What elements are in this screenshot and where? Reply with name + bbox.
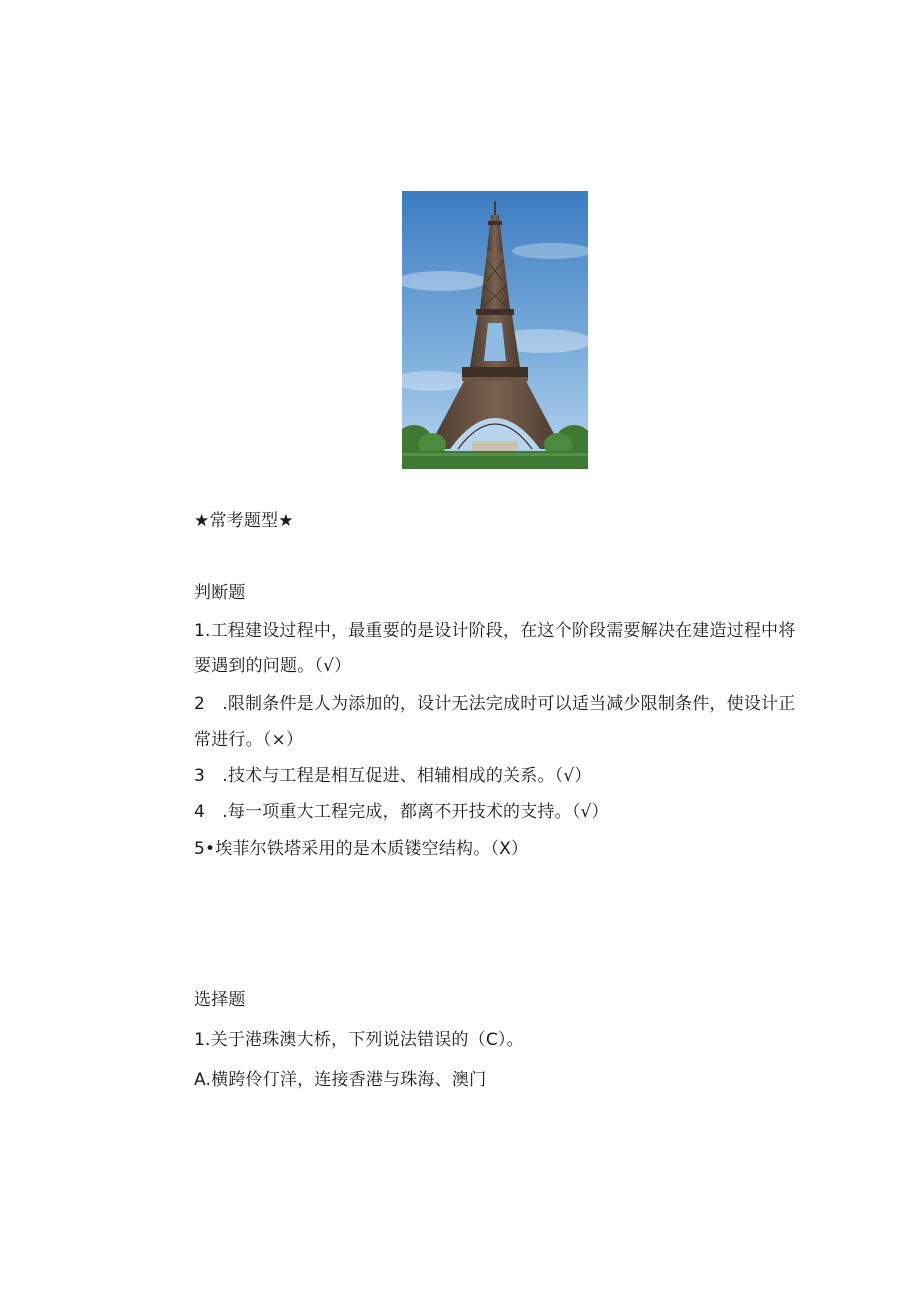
eiffel-tower-photo	[402, 191, 588, 469]
judgement-question-2-line-2: 常进行。（×）	[194, 730, 304, 750]
judgement-question-3: 3 .技术与工程是相互促进、相辅相成的关系。（√）	[194, 766, 592, 786]
choice-question-1: 1.关于港珠澳大桥，下列说法错误的（C）。	[194, 1030, 524, 1050]
eiffel-tower-image	[402, 191, 588, 469]
section-title: ★常考题型★	[194, 511, 294, 531]
judgement-question-1-line-2: 要遇到的问题。（√）	[194, 656, 352, 676]
judgement-question-5: 5•埃菲尔铁塔采用的是木质镂空结构。（X）	[194, 839, 529, 859]
choice-heading: 选择题	[194, 990, 246, 1010]
judgement-question-2-line-1: 2 .限制条件是人为添加的，设计无法完成时可以适当减少限制条件，使设计正	[194, 694, 796, 714]
judgement-question-4: 4 .每一项重大工程完成，都离不开技术的支持。（√）	[194, 802, 609, 822]
judgement-question-1-line-1: 1.工程建设过程中，最重要的是设计阶段，在这个阶段需要解决在建造过程中将	[194, 621, 796, 641]
judgement-heading: 判断题	[194, 583, 246, 603]
choice-question-1-option-a: A.横跨伶仃洋，连接香港与珠海、澳门	[194, 1070, 487, 1090]
